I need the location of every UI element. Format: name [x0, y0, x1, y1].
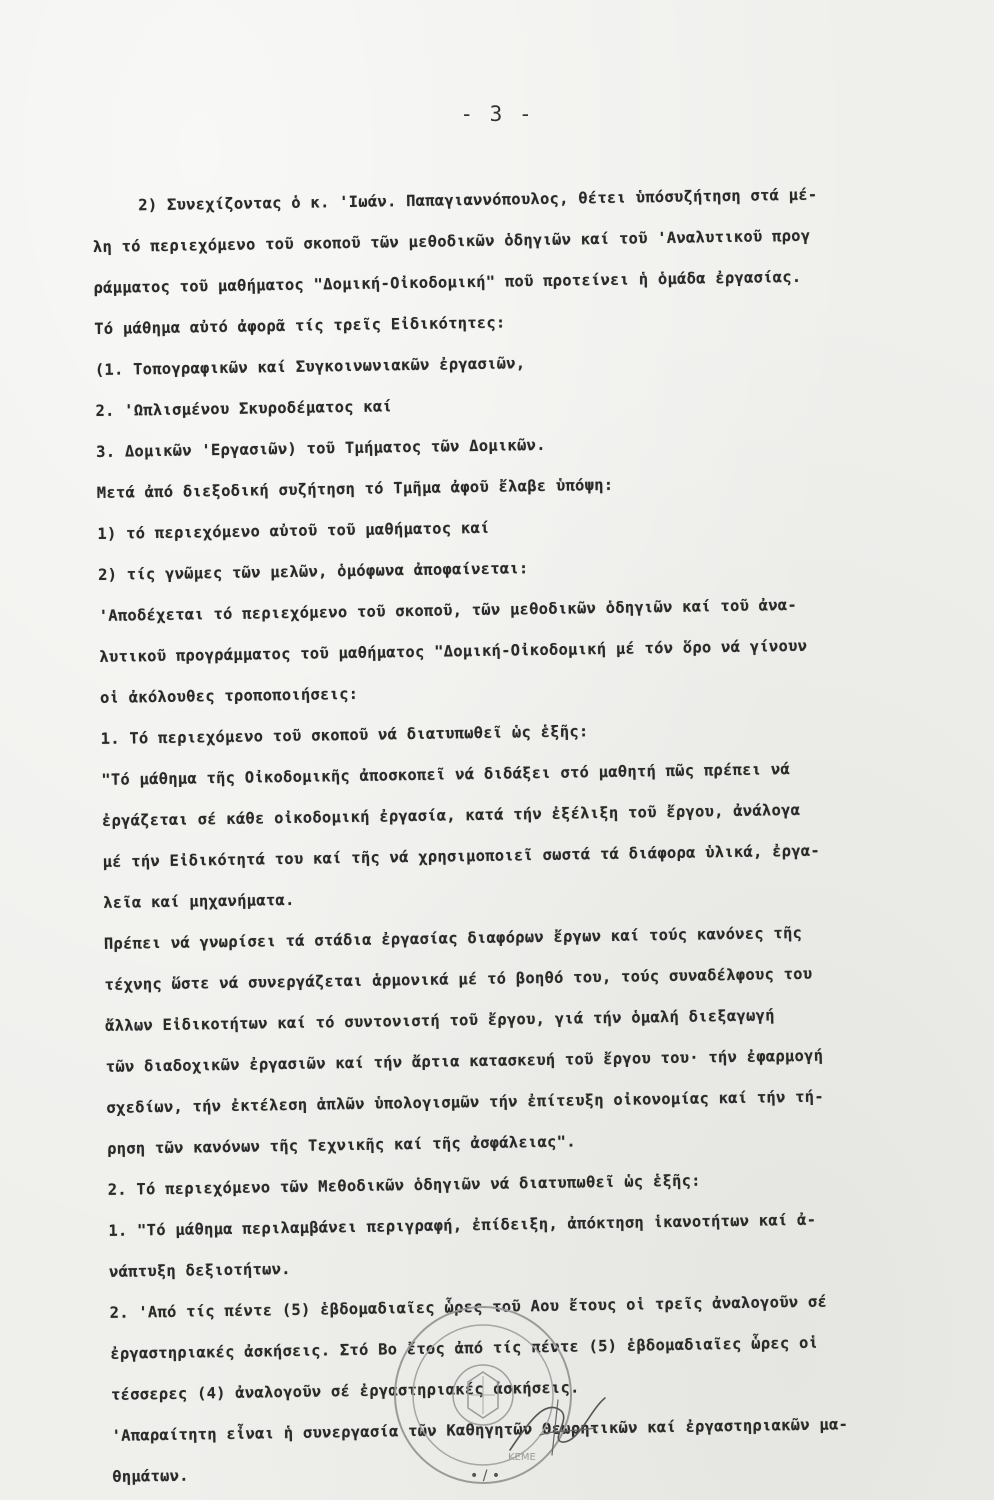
text-line: Τό μάθημα αὐτό ἀφορᾶ τίς τρεῖς Εἰδικότητες:: [94, 313, 506, 338]
text-line: Πρέπει νά γνωρίσει τά στάδια ἐργασίας διαφόρων ἔργων καί τούς κανόνες τῆς: [103, 923, 803, 953]
text-line: μέ τήν Εἰδικότητά του καί τῆς νά χρησιμοποιεῖ σωστά τά διάφορα ὑλικά, ἐργα-: [102, 841, 821, 871]
text-line: 'Αποδέχεται τό περιεχόμενο τοῦ σκοποῦ, τῶν μεθοδικῶν ὁδηγιῶν καί τοῦ ἀνα-: [98, 595, 798, 625]
text-line: 2. 'Ωπλισμένου Σκυροδέματος καί: [95, 397, 393, 420]
text-line: ἄλλων Εἰδικοτήτων καί τό συντονιστή τοῦ ἔργου, γιά τήν ὁμαλή διεξαγωγή: [105, 1006, 775, 1035]
text-line: 3. Δομικῶν 'Εργασιῶν) τοῦ Τμήματος τῶν Δομικῶν.: [96, 435, 546, 461]
text-line: 1) τό περιεχόμενο αὐτοῦ τοῦ μαθήματος καί: [97, 518, 490, 543]
text-line: ράμματος τοῦ μαθήματος "Δομική-Οἰκοδομική" ποῦ προτείνει ἡ ὁμάδα ἐργασίας.: [93, 267, 802, 297]
text-line: 1. Τό περιεχόμενο τοῦ σκοποῦ νά διατυπωθεῖ ὡς ἑξῆς:: [100, 722, 589, 748]
text-line: τέχνης ὥστε νά συνεργάζεται ἁρμονικά μέ τό βοηθό του, τούς συναδέλφους του: [104, 964, 813, 994]
text-line: 1. "Τό μάθημα περιλαμβάνει περιγραφή, ἐπίδειξη, ἀπόκτηση ἱκανοτήτων καί ἀ-: [108, 1210, 817, 1240]
seal-ring-text: ΚΕΜΕ: [508, 1452, 536, 1463]
text-line: ἐργάζεται σέ κάθε οἰκοδομική ἐργασία, κατά τήν ἐξέλιξη τοῦ ἔργου, ἀνάλογα: [101, 800, 801, 830]
text-line: λεῖα καί μηχανήματα.: [103, 890, 295, 912]
text-line: λη τό περιεχόμενο τοῦ σκοποῦ τῶν μεθοδικῶν ὁδηγιῶν καί τοῦ 'Αναλυτικοῦ προγ: [92, 226, 811, 256]
text-line: "Τό μάθημα τῆς Οἰκοδομικῆς ἀποσκοπεῖ νά διδάξει στό μαθητή πῶς πρέπει νά: [101, 760, 791, 789]
text-line: νάπτυξη δεξιοτήτων.: [108, 1260, 291, 1281]
text-line: ρηση τῶν κανόνων τῆς Τεχνικῆς καί τῆς ἀσφάλειας".: [106, 1132, 576, 1158]
text-line: σχεδίων, τήν ἐκτέλεση ἁπλῶν ὑπολογισμῶν τήν ἐπίτευξη οἰκονομίας καί τήν τή-: [106, 1087, 824, 1117]
text-line: τῶν διαδοχικῶν ἐργασιῶν καί τήν ἄρτια κατασκευή τοῦ ἔργου του· τήν ἐφαρμογή: [105, 1046, 824, 1076]
text-line: θημάτων.: [112, 1466, 189, 1486]
text-line: 2) Συνεχίζοντας ὁ κ. 'Ιωάν. Παπαγιαννόπουλος, θέτει ὑπόσυζήτηση στά μέ-: [138, 185, 818, 215]
text-line: ἐργαστηριακές ἀσκήσεις. Στό Βο ἔτος ἀπό τίς πέντε (5) ἑβδομαδιαῖες ὧρες οἱ: [110, 1333, 819, 1363]
text-line: 'Απαραίτητη εἶναι ἡ συνεργασία τῶν Καθηγητῶν Θεωρητικῶν καί ἐργαστηριακῶν μα-: [111, 1415, 849, 1445]
text-line: οἱ ἀκόλουθες τροποποιήσεις:: [99, 684, 359, 707]
text-line: 2. Τό περιεχόμενο τῶν Μεθοδικῶν ὁδηγιῶν νά διατυπωθεῖ ὡς ἑξῆς:: [107, 1171, 701, 1199]
text-line: (1. Τοπογραφικῶν καί Συγκοινωνιακῶν ἐργασιῶν,: [94, 354, 526, 379]
page-number: - 3 -: [460, 102, 534, 126]
text-line: 2. 'Από τίς πέντε (5) ἑβδομαδιαῖες ὧρες τοῦ Αου ἔτους οἱ τρεῖς ἀναλογοῦν σέ: [109, 1292, 828, 1322]
text-line: Μετά ἀπό διεξοδική συζήτηση τό Τμῆμα ἀφοῦ ἔλαβε ὑπόψη:: [96, 475, 614, 502]
seal-bottom-text: • / •: [470, 1468, 501, 1484]
text-line: τέσσερες (4) ἀναλογοῦν σέ ἐργαστηριακές ἀσκήσεις.: [110, 1378, 580, 1404]
signature-icon: [500, 1380, 620, 1470]
text-line: λυτικοῦ προγράμματος τοῦ μαθήματος "Δομική-Οἰκοδομική μέ τόν ὅρο νά γίνουν: [99, 636, 808, 666]
text-line: 2) τίς γνῶμες τῶν μελῶν, ὁμόφωνα ἀποφαίνεται:: [97, 559, 529, 584]
